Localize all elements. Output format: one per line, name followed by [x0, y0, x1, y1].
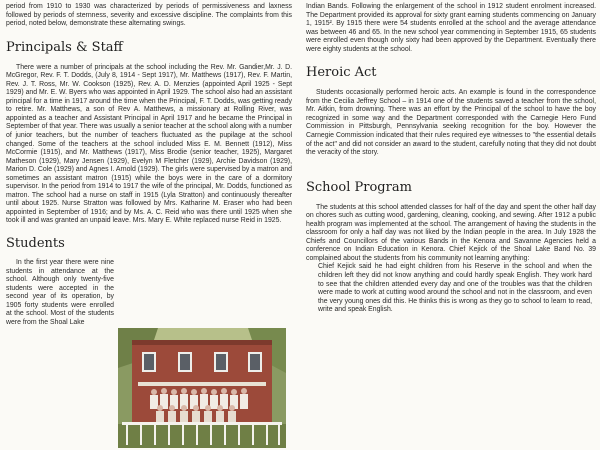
chief-kejick-quote: Chief Kejick said he had eight children from his Reserve in the school and when the children left they did not know anything and could hardly speak English. They work hard to see that the children attended every day and one of the troubles was that the children were made to work at cutting wood around the school and not in the classroom, and even the very young ones did this. He thinks this is wrong as they go to school to learn to read, write and speak English.: [318, 263, 592, 314]
principals-staff-heading: Principals & Staff: [6, 39, 123, 55]
students-paragraph: In the first year there were nine students in attendance at the school. Although only twenty-five students were accepted in the second year of its operation, by 1905 forty students were enrolled at the school. Most of the students were from the Shoal Lake: [6, 259, 114, 326]
left-intro-paragraph: period from 1910 to 1930 was characterized by periods of permissiveness and laxness followed by periods of sternness, severity and excessive discipline. The complaints from this period, noted below, demonstrate these alternating swings.: [6, 3, 292, 28]
right-column: [306, 0, 596, 315]
left-column: [6, 0, 292, 327]
principals-staff-paragraph: There were a number of principals at the school including the Rev. Mr. Gandier,Mr. J. D. McGregor, Rev. F. T. Dodds, (July 8, 1914 - Sept 1917), Mr. Matthews (1917), Rev. F. Martin, Rev. J. T. Ross, Mr. W. Cookson (1925), Rev. A. D. Menzies (appointed April 1925 - Sept 1929) and Mr. E. W. Byers who was appointed in April 1929. The school also had an assistant principal for a time in 1917 around the time when the Principal, F. T. Dodds, was getting ready to retire. Mr. Matthews, a son of Rev A. Matthews, a missionary at Rolling River, was appointed as a teacher and Assistant Principal in April 1917 and he became the Principal in September of that year. There was usually a senior teacher at the school along with a number of junior teachers, but the number of teachers fluctuated as the pupilage at the school changed. Some of the teachers at the school included Miss E. M. Bennett (1912), Miss McCormie (1915), and Mr. Matthews (1917), Miss Brodie (senior teacher, 1925), Margaret Matheson (1929), Mary Jensen (1929), Evelyn M Fletcher (1929), Archie Davidson (1929), Marion D. Cole (1929) and Agnes I. Arnold (1929). The girls were supervised by a matron and sometimes an assistant matron (1915) while the boys were in the care of a dormitory supervisor. In the period from 1914 to 1917 the wife of the principal, Mr. Dodds, functioned as matron. The school had a nurse on staff in 1915 (Lyla Stratton) and continuously thereafter until about 1925. Nurse Stratton was followed by Mrs. Katharine M. Eraser who had been appointed in September of 1916; and by Ms. A. C. Reid who was there until 1925 when she took ill and was granted an unpaid leave. Mrs. Mary E. White replaced nurse Reid in 1925.: [6, 63, 292, 225]
school-photo: [118, 328, 286, 448]
school-program-paragraph: The students at this school attended classes for half of the day and spent the other half day on chores such as cutting wood, gardening, cleaning, cooking, and sewing. After 1912 a public health program was implemented at the school. The arrangement of having the students in the classroom for only a half day was not liked by the Indian people in the area. In July 1928 the Chiefs and Councillors of the various Bands in the Kenora and Savanne Agencies held a conference on Indian Education in Kenora. Chief Kejick of the Shoal Lake Band No. 39 complained about the students from his community not learning anything:: [306, 203, 596, 262]
right-intro-paragraph: Indian Bands. Following the enlargement of the school in 1912 student enrolment increased. The Department provided its approval for sixty grant earning students commencing on January 1, 1915². By 1915 there were 54 students enrolled at the school and the average attendance was between 46 and 65. In the new school year commencing in September 1915, 65 students were enrolled even though only sixty had been approved by the Department. Eventually there were eighty students at the school.: [306, 3, 596, 53]
school-program-heading: School Program: [306, 179, 412, 195]
heroic-act-paragraph: Students occasionally performed heroic acts. An example is found in the correspondence from the Cecilia Jeffrey School – in 1914 one of the students saved a teacher from the school, Mr. Aitkin, from drowning. There was an effort by the Principal of the school to have the boy recognized in some way and the Department corresponded with the Carnegie Hero Fund Commission in Pittsburgh, Pennsylvania seeking recognition for the boy. However the Carnegie Commission indicated that their rules required eye witnesses to "the essential details of the act" and did not consider an award to the student, carefully noting that they did not doubt the veracity of the story.: [306, 89, 596, 157]
heroic-act-heading: Heroic Act: [306, 65, 377, 81]
students-heading: Students: [6, 236, 65, 252]
